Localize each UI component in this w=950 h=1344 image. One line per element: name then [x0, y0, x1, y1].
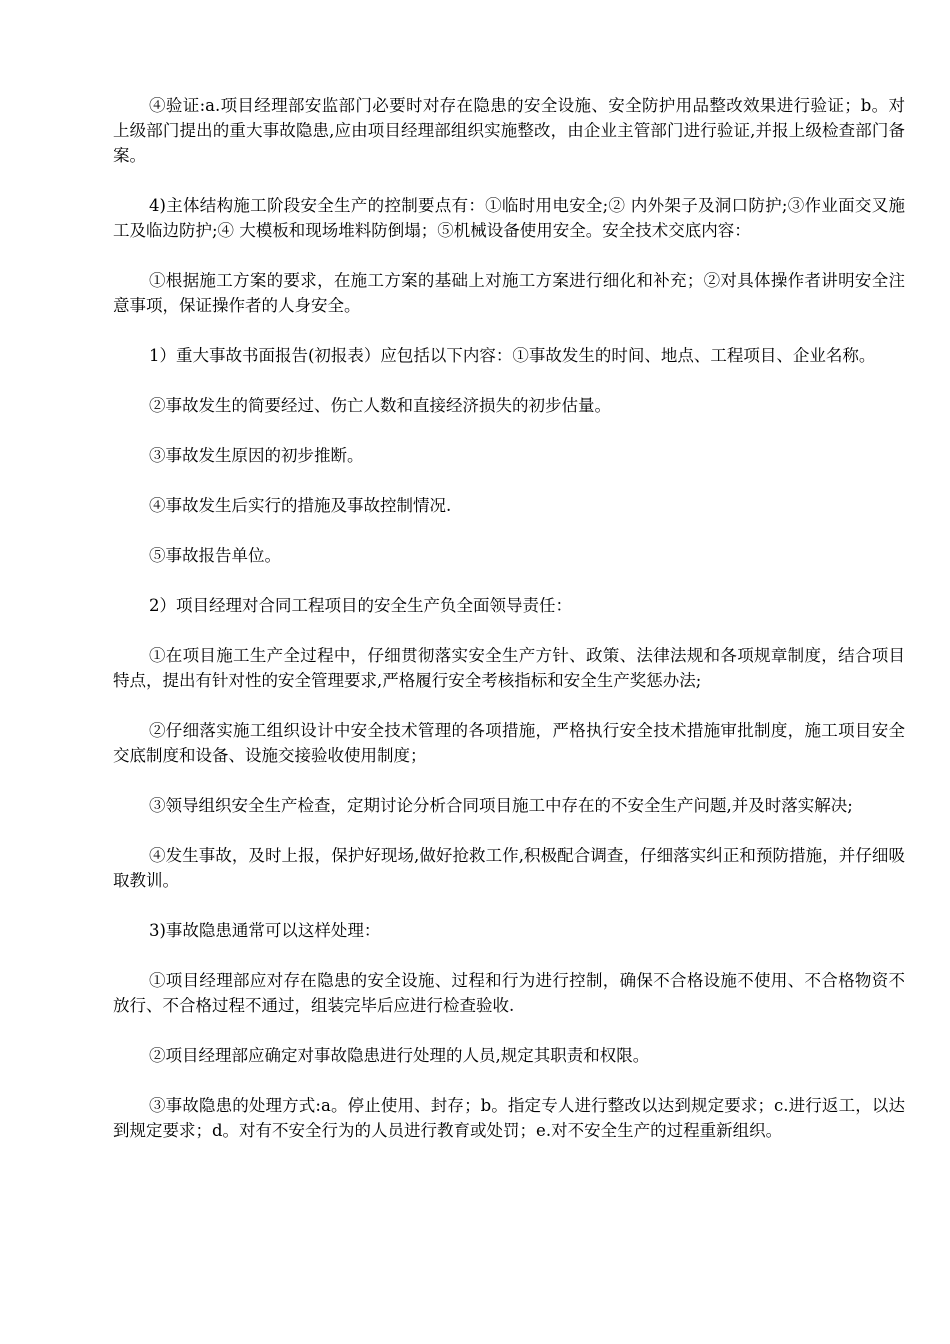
paragraph-main-structure-control: 4)主体结构施工阶段安全生产的控制要点有：①临时用电安全;② 内外架子及洞口防护;③作业面交叉施工及临边防护;④ 大模板和现场堆料防倒塌；⑤机械设备使用安全。安全技术交底内容： — [113, 196, 905, 240]
paragraph-safety-briefing: ①根据施工方案的要求，在施工方案的基础上对施工方案进行细化和补充；②对具体操作者讲明安全注意事项，保证操作者的人身安全。 — [113, 271, 905, 315]
paragraph-report-unit: ⑤事故报告单位。 — [149, 546, 281, 565]
paragraph-verification: ④验证:a.项目经理部安监部门必要时对存在隐患的安全设施、安全防护用品整改效果进行验证；b。对上级部门提出的重大事故隐患,应由项目经理部组织实施整改，由企业主管部门进行验证,并报上级检查部门备案。 — [113, 96, 905, 165]
paragraph-hazard-3: ③事故隐患的处理方式:a。停止使用、封存；b。指定专人进行整改以达到规定要求；c.进行返工，以达到规定要求；d。对有不安全行为的人员进行教育或处罚；e.对不安全生产的过程重新组织。 — [113, 1096, 905, 1140]
paragraph-manager-responsibility: 2）项目经理对合同工程项目的安全生产负全面领导责任： — [149, 596, 572, 615]
paragraph-accident-summary: ②事故发生的简要经过、伤亡人数和直接经济损失的初步估量。 — [149, 396, 611, 415]
paragraph-accident-cause: ③事故发生原因的初步推断。 — [149, 446, 364, 465]
paragraph-accident-report: 1）重大事故书面报告(初报表）应包括以下内容：①事故发生的时间、地点、工程项目、企业名称。 — [149, 346, 876, 365]
paragraph-responsibility-2: ②仔细落实施工组织设计中安全技术管理的各项措施，严格执行安全技术措施审批制度，施工项目安全交底制度和设备、设施交接验收使用制度； — [113, 721, 905, 765]
paragraph-responsibility-3: ③领导组织安全生产检查，定期讨论分析合同项目施工中存在的不安全生产问题,并及时落实解决; — [149, 796, 853, 815]
paragraph-hazard-1: ①项目经理部应对存在隐患的安全设施、过程和行为进行控制，确保不合格设施不使用、不合格物资不放行、不合格过程不通过，组装完毕后应进行检查验收. — [113, 971, 905, 1015]
paragraph-responsibility-1: ①在项目施工生产全过程中，仔细贯彻落实安全生产方针、政策、法律法规和各项规章制度，结合项目特点，提出有针对性的安全管理要求,严格履行安全考核指标和安全生产奖惩办法; — [113, 646, 905, 690]
paragraph-responsibility-4: ④发生事故，及时上报，保护好现场,做好抢救工作,积极配合调查，仔细落实纠正和预防措施，并仔细吸取教训。 — [113, 846, 905, 890]
document-page — [113, 93, 905, 1168]
paragraph-hazard-2: ②项目经理部应确定对事故隐患进行处理的人员,规定其职责和权限。 — [149, 1046, 650, 1065]
paragraph-accident-measures: ④事故发生后实行的措施及事故控制情况. — [149, 496, 452, 515]
paragraph-hazard-handling: 3)事故隐患通常可以这样处理： — [149, 921, 381, 940]
